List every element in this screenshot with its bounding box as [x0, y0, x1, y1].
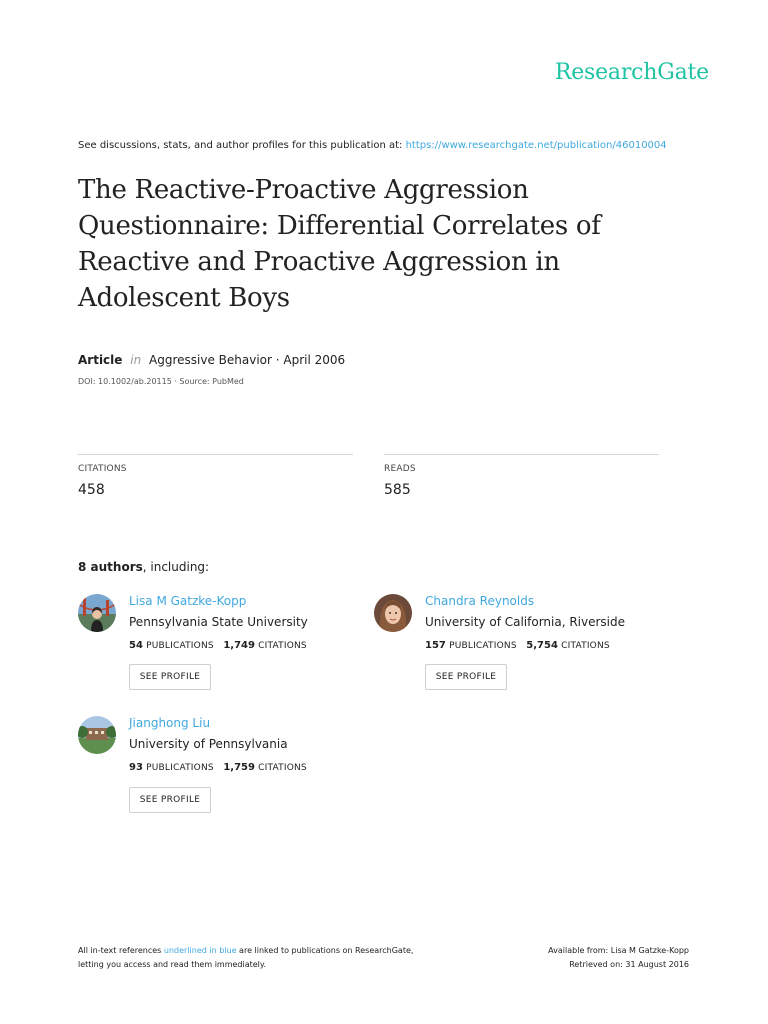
footer-text: All in-text references — [78, 946, 164, 955]
authors-count: 8 authors — [78, 560, 143, 574]
author-institution: Pennsylvania State University — [129, 615, 308, 629]
publications-count: 54 — [129, 640, 143, 651]
discussion-text: See discussions, stats, and author profiles for this publication at: — [78, 140, 403, 151]
author-avatar[interactable] — [374, 594, 412, 632]
author-name-link[interactable]: Lisa M Gatzke-Kopp — [129, 594, 247, 608]
author-institution: University of Pennsylvania — [129, 737, 288, 751]
available-from: Available from: Lisa M Gatzke-Kopp — [548, 946, 689, 955]
footer-text: letting you access and read them immediately. — [78, 960, 267, 969]
citations-label: CITATIONS — [561, 641, 610, 651]
retrieved-on: Retrieved on: 31 August 2016 — [569, 960, 689, 969]
title-line: The Reactive-Proactive Aggression — [78, 175, 529, 205]
publications-label: PUBLICATIONS — [146, 641, 214, 651]
publication-meta — [78, 353, 345, 367]
see-profile-button[interactable]: SEE PROFILE — [129, 787, 211, 813]
author-stats — [425, 640, 610, 651]
authors-heading — [78, 560, 209, 574]
researchgate-logo[interactable]: ResearchGate — [554, 60, 709, 85]
citations-count: 5,754 — [526, 640, 558, 651]
citations-label: CITATIONS — [78, 464, 127, 474]
publication-type: Article — [78, 353, 123, 367]
doi-source: DOI: 10.1002/ab.20115 · Source: PubMed — [78, 377, 244, 386]
discussion-line — [78, 140, 667, 151]
avatar-photo-icon — [78, 716, 116, 754]
author-stats — [129, 640, 307, 651]
footer-text: are linked to publications on ResearchGate, — [236, 946, 414, 955]
see-profile-button[interactable]: SEE PROFILE — [129, 664, 211, 690]
author-name-link[interactable]: Jianghong Liu — [129, 716, 211, 730]
publications-count: 93 — [129, 762, 143, 773]
citations-value: 458 — [78, 482, 105, 498]
author-avatar[interactable] — [78, 594, 116, 632]
author-avatar[interactable] — [78, 716, 116, 754]
citations-label: CITATIONS — [258, 763, 307, 773]
author-stats — [129, 762, 307, 773]
reads-value: 585 — [384, 482, 411, 498]
avatar-photo-icon — [374, 594, 412, 632]
venue-date: Aggressive Behavior · April 2006 — [149, 353, 346, 367]
citations-divider — [78, 454, 353, 455]
citations-label: CITATIONS — [258, 641, 307, 651]
authors-including: , including: — [142, 560, 210, 574]
publications-label: PUBLICATIONS — [146, 763, 214, 773]
citations-count: 1,759 — [223, 762, 255, 773]
footer-link-text: underlined in blue — [163, 946, 237, 955]
publications-label: PUBLICATIONS — [449, 641, 517, 651]
publication-title — [78, 172, 678, 316]
in-word: in — [130, 353, 142, 367]
footer-availability — [548, 944, 689, 972]
reads-label: READS — [384, 464, 416, 474]
avatar-photo-icon — [78, 594, 116, 632]
title-line: Adolescent Boys — [78, 283, 290, 313]
title-line: Reactive and Proactive Aggression in — [78, 247, 560, 277]
title-line: Questionnaire: Differential Correlates of — [78, 211, 601, 241]
footer-note — [78, 944, 413, 972]
reads-divider — [384, 454, 659, 455]
citations-count: 1,749 — [223, 640, 255, 651]
publication-url-link[interactable]: https://www.researchgate.net/publication/46010004 — [405, 140, 667, 151]
see-profile-button[interactable]: SEE PROFILE — [425, 664, 507, 690]
publications-count: 157 — [425, 640, 446, 651]
author-name-link[interactable]: Chandra Reynolds — [425, 594, 535, 608]
author-institution: University of California, Riverside — [425, 615, 626, 629]
